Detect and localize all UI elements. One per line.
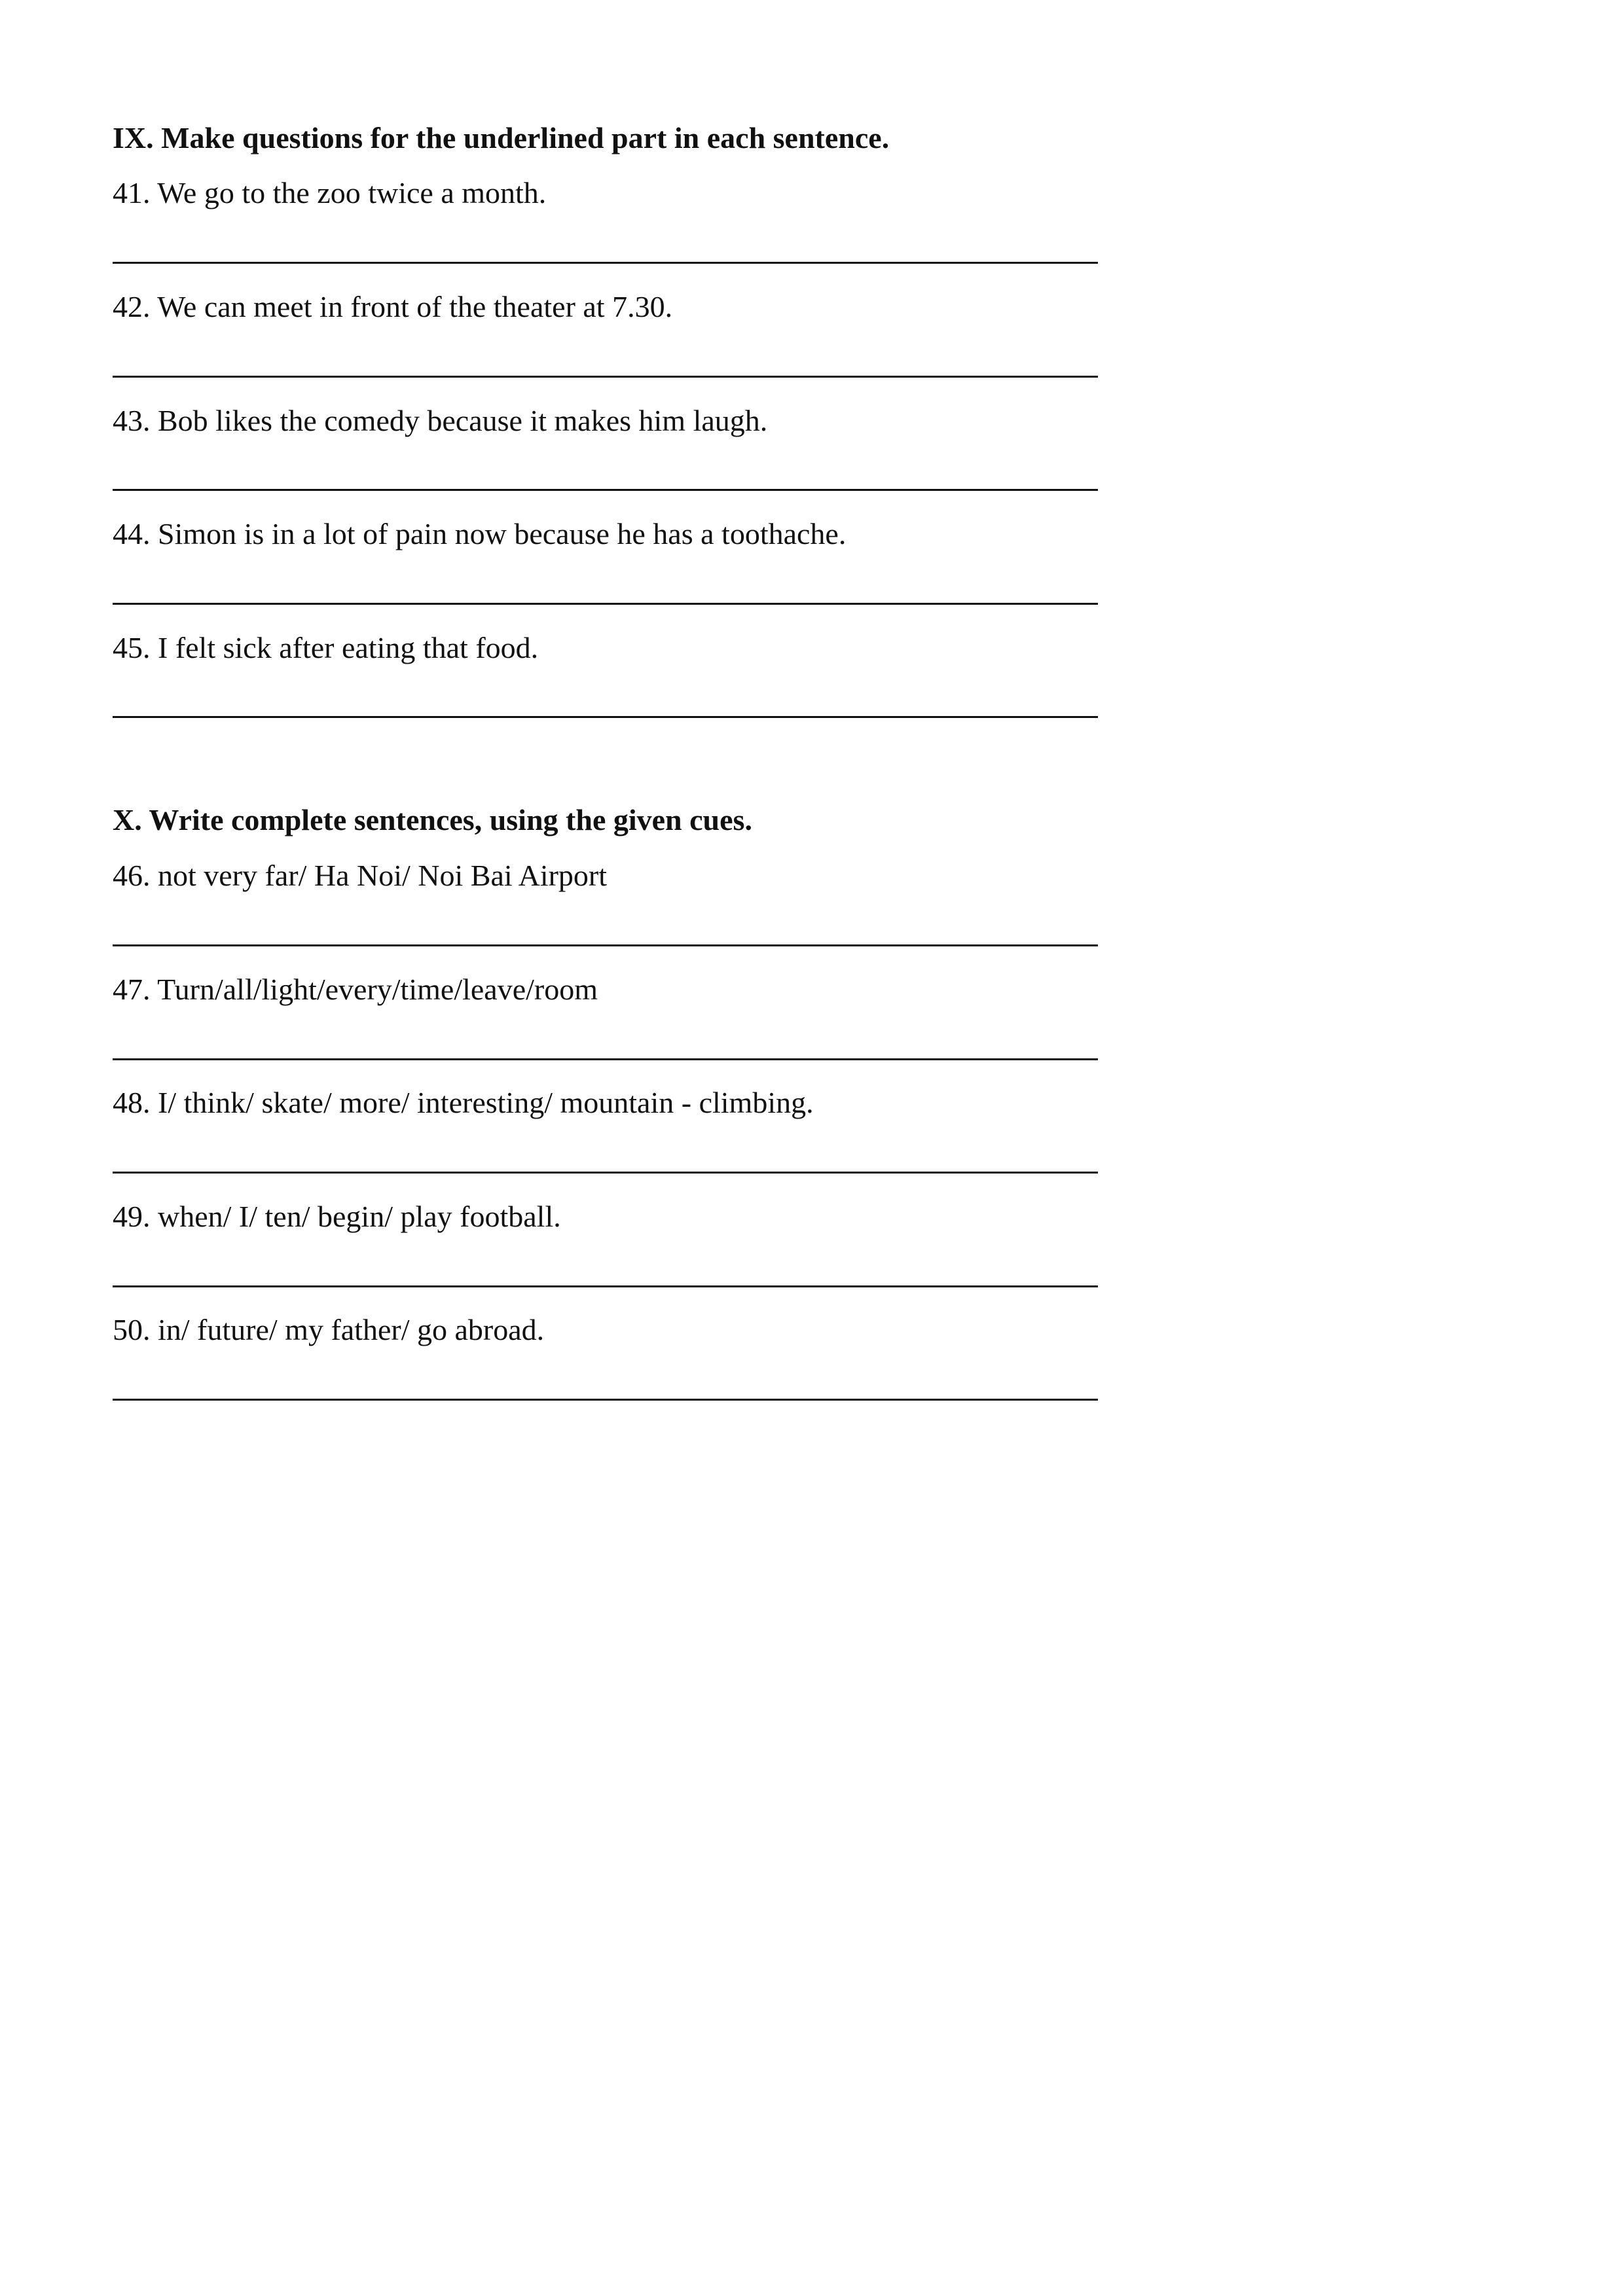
answer-line-42[interactable]	[113, 376, 1098, 378]
question-44: 44. Simon is in a lot of pain now because he has a toothache.	[113, 517, 847, 550]
question-49: 49. when/ I/ ten/ begin/ play football.	[113, 1200, 561, 1233]
question-45: 45. I felt sick after eating that food.	[113, 631, 539, 664]
question-48: 48. I/ think/ skate/ more/ interesting/ mountain - climbing.	[113, 1086, 814, 1119]
answer-line-46[interactable]	[113, 944, 1098, 946]
answer-line-49[interactable]	[113, 1285, 1098, 1287]
question-46: 46. not very far/ Ha Noi/ Noi Bai Airport	[113, 859, 608, 892]
answer-line-44[interactable]	[113, 603, 1098, 605]
answer-line-41[interactable]	[113, 262, 1098, 264]
answer-line-43[interactable]	[113, 489, 1098, 491]
question-43: 43. Bob likes the comedy because it makes him laugh.	[113, 404, 768, 437]
answer-line-48[interactable]	[113, 1172, 1098, 1174]
answer-line-47[interactable]	[113, 1058, 1098, 1060]
answer-line-45[interactable]	[113, 716, 1098, 718]
question-50: 50. in/ future/ my father/ go abroad.	[113, 1313, 545, 1346]
section-x-heading: X. Write complete sentences, using the given cues.	[113, 803, 752, 836]
question-41: 41. We go to the zoo twice a month.	[113, 176, 547, 209]
question-47: 47. Turn/all/light/every/time/leave/room	[113, 973, 598, 1006]
question-42: 42. We can meet in front of the theater at 7.30.	[113, 290, 673, 323]
answer-line-50[interactable]	[113, 1399, 1098, 1401]
section-ix-heading: IX. Make questions for the underlined part in each sentence.	[113, 121, 890, 154]
